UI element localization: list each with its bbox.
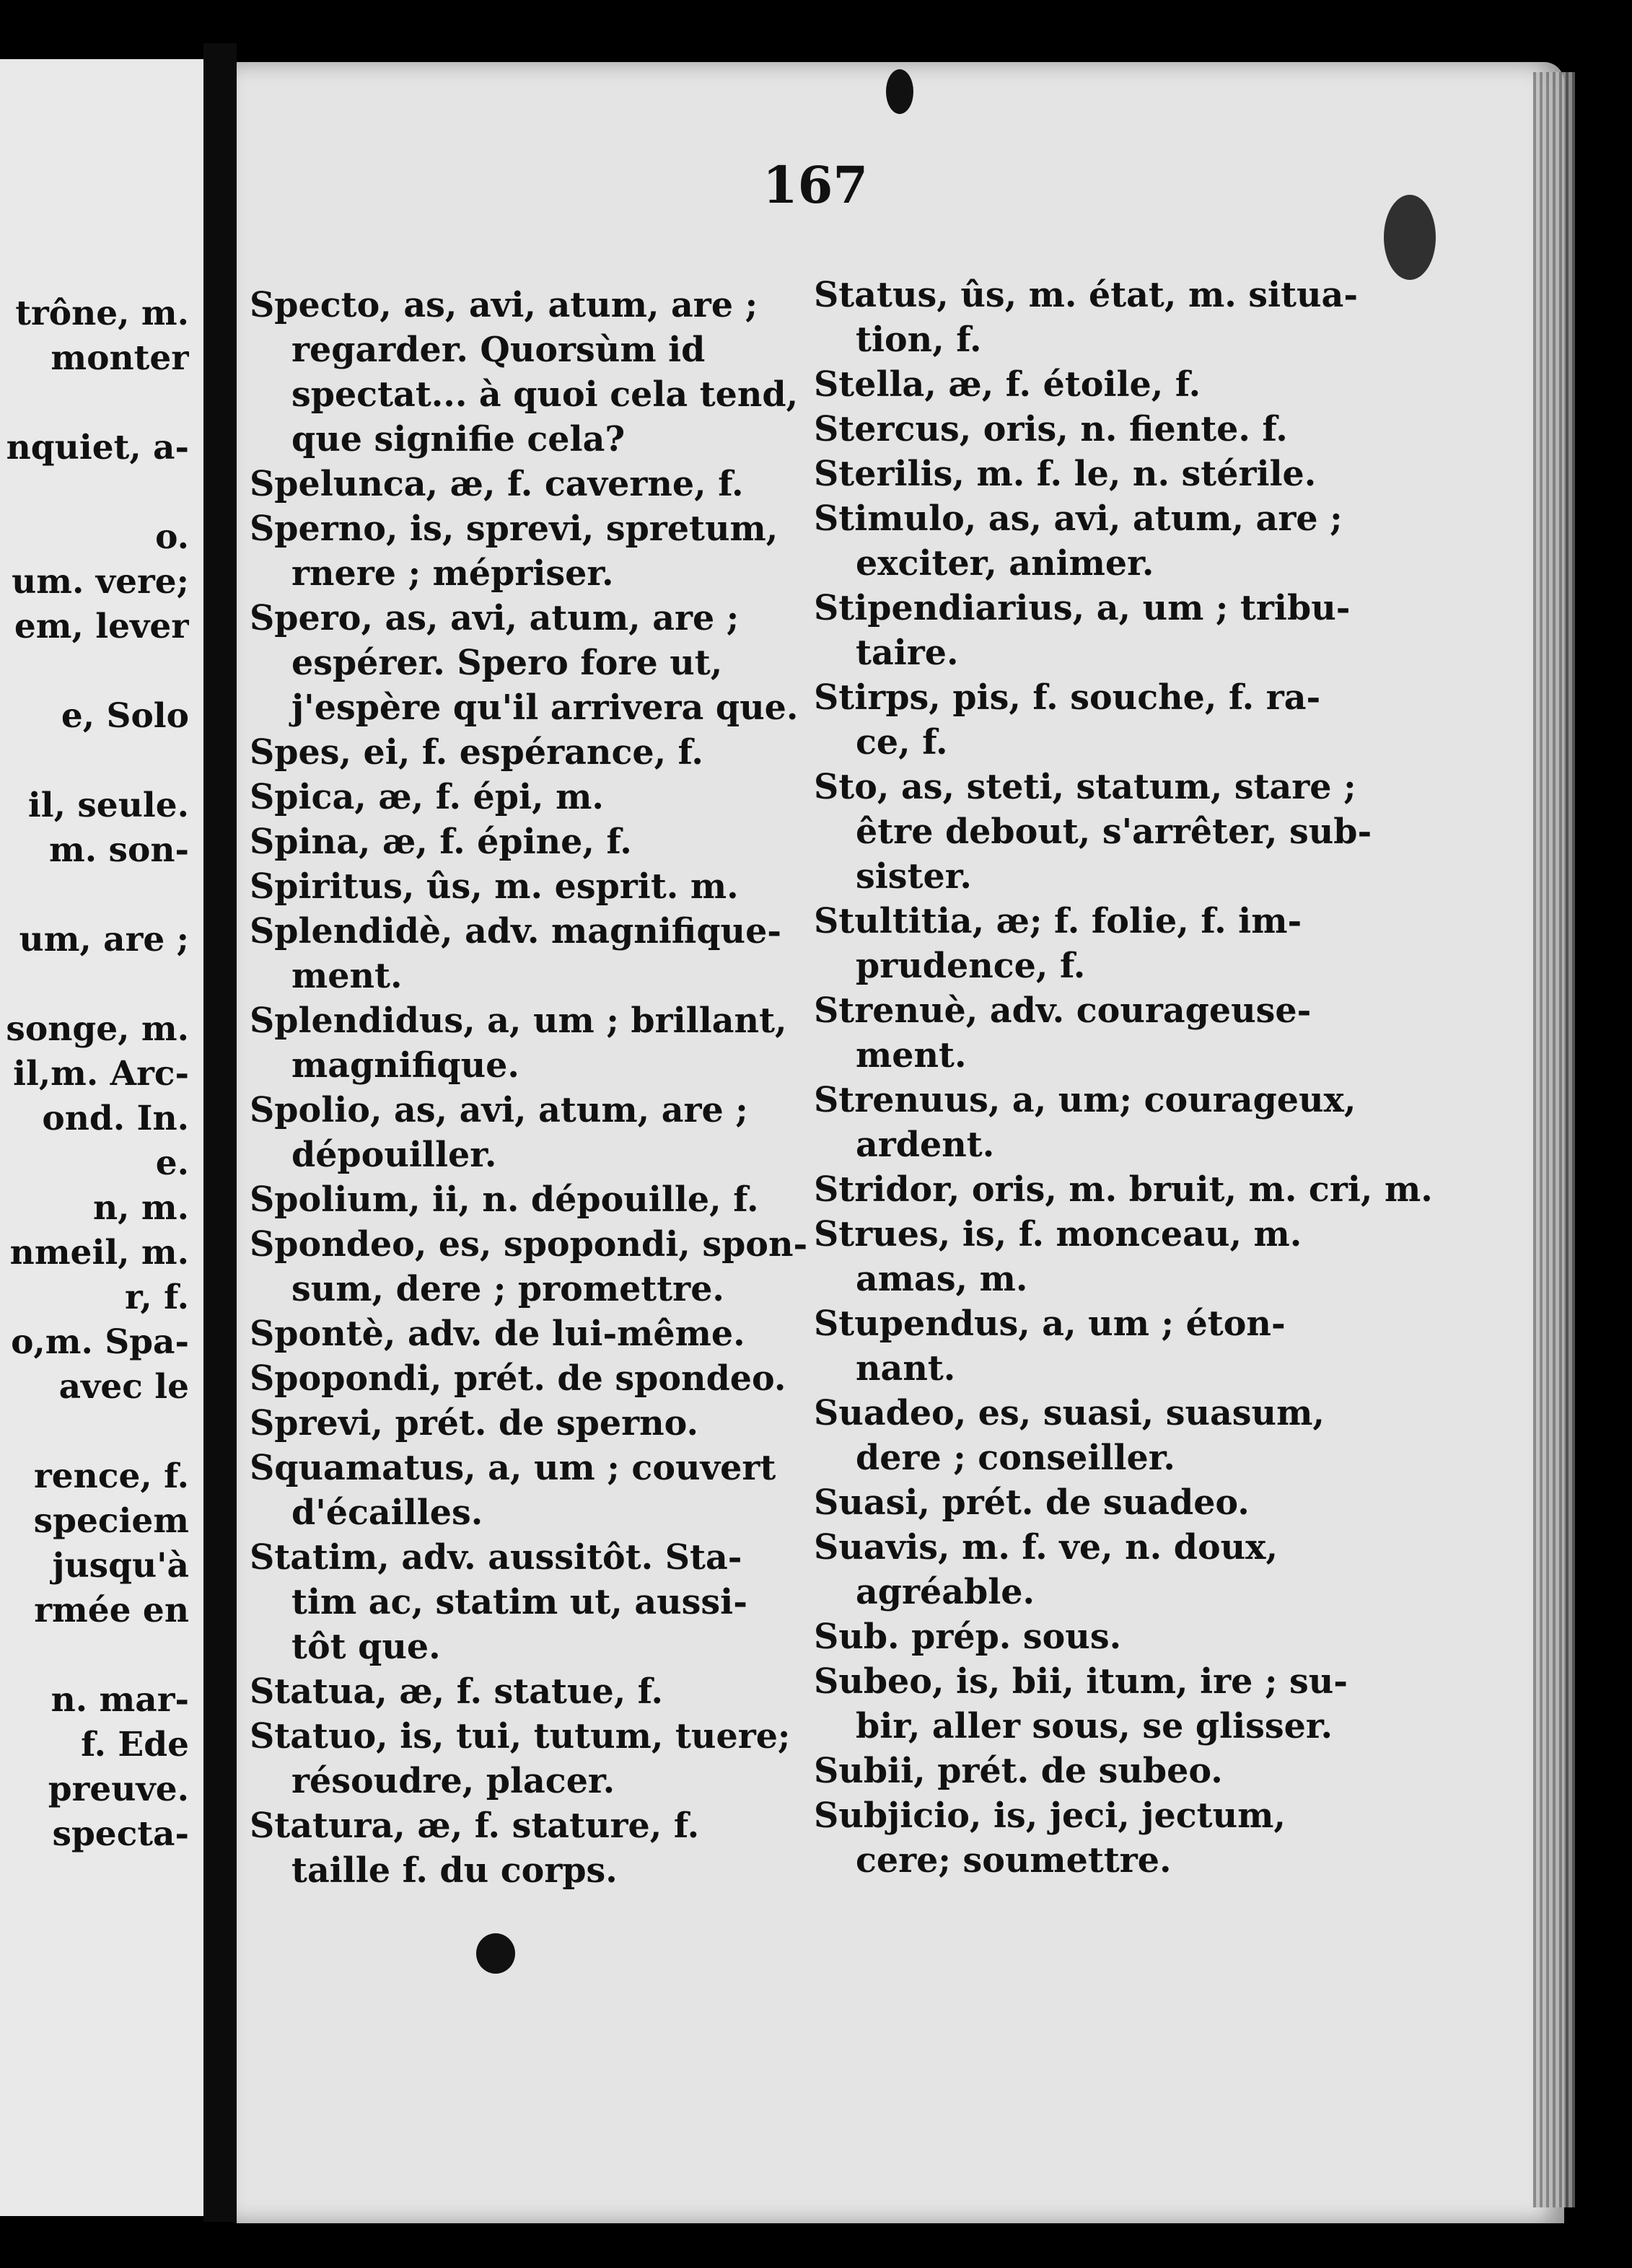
dictionary-entry-line: Statua, æ, f. statue, f. — [250, 1671, 664, 1712]
ink-blot-bottom — [476, 1933, 515, 1974]
dictionary-entry-line: Stultitia, æ; f. folie, f. im- — [814, 901, 1302, 941]
text-line: il, seule. — [27, 786, 189, 825]
dictionary-entry-line: Suavis, m. f. ve, n. doux, — [814, 1527, 1278, 1568]
dictionary-entry-line: Strenuè, adv. courageuse- — [814, 990, 1312, 1031]
text-line — [0, 873, 189, 918]
dictionary-entry-line: Sub. prép. sous. — [814, 1617, 1122, 1657]
text-line: cere; soumettre. — [856, 1840, 1172, 1881]
dictionary-entry-line: Spopondi, prét. de spondeo. — [250, 1358, 786, 1399]
text-line: magnifique. — [291, 1045, 519, 1086]
text-line: exciter, animer. — [856, 543, 1154, 584]
dictionary-entry-line: Spero, as, avi, atum, are ; — [250, 598, 740, 638]
text-line: avec le — [58, 1367, 189, 1407]
dictionary-entry-line: Strenuus, a, um; courageux, — [814, 1080, 1356, 1120]
dictionary-column-left — [250, 283, 827, 1893]
text-line: nmeil, m. — [9, 1233, 189, 1273]
text-line: f. Ede — [81, 1725, 189, 1764]
text-line: e, Solo — [61, 696, 189, 736]
dictionary-entry-line: Spolium, ii, n. dépouille, f. — [250, 1179, 759, 1220]
dictionary-entry-line: Stimulo, as, avi, atum, are ; — [814, 498, 1343, 539]
text-line: em, lever — [14, 607, 189, 646]
text-line: rmée en — [34, 1591, 189, 1630]
dictionary-entry-line: Stipendiarius, a, um ; tribu- — [814, 588, 1351, 628]
dictionary-entry-line: Stupendus, a, um ; éton- — [814, 1304, 1286, 1344]
dictionary-entry-line: Spontè, adv. de lui-même. — [250, 1314, 745, 1354]
dictionary-entry-line: Subii, prét. de subeo. — [814, 1751, 1223, 1791]
dictionary-entry-line: Splendidè, adv. magnifique- — [250, 911, 782, 951]
left-page-text-column — [0, 291, 189, 1857]
text-line — [0, 962, 189, 1007]
page-number: 167 — [762, 155, 869, 215]
text-line: d'écailles. — [291, 1493, 483, 1533]
text-line: prudence, f. — [856, 946, 1086, 986]
dictionary-entry-line: Sprevi, prét. de sperno. — [250, 1403, 699, 1443]
dictionary-entry-line: Sterilis, m. f. le, n. stérile. — [814, 454, 1317, 494]
dictionary-entry-line: Spes, ei, f. espérance, f. — [250, 732, 703, 773]
text-line: specta- — [52, 1814, 189, 1854]
text-line: spectat... à quoi cela tend, — [291, 374, 799, 415]
dictionary-entry-line: Specto, as, avi, atum, are ; — [250, 285, 758, 325]
ink-blot-corner — [1384, 195, 1436, 280]
dictionary-entry-line: Status, ûs, m. état, m. situa- — [814, 275, 1359, 315]
text-line: sum, dere ; promettre. — [291, 1269, 724, 1309]
text-line: e. — [155, 1143, 189, 1183]
text-line: dere ; conseiller. — [856, 1438, 1175, 1478]
text-line: résoudre, placer. — [291, 1761, 615, 1801]
page-edges — [1533, 72, 1575, 2207]
dictionary-entry-line: Spondeo, es, spopondi, spon- — [250, 1224, 808, 1265]
text-line: trône, m. — [15, 294, 189, 333]
dictionary-entry-line: Sperno, is, sprevi, spretum, — [250, 509, 778, 549]
dictionary-entry-line: Spica, æ, f. épi, m. — [250, 777, 604, 817]
dictionary-entry-line: Spolio, as, avi, atum, are ; — [250, 1090, 748, 1130]
text-line — [0, 470, 189, 515]
dictionary-entry-line: Squamatus, a, um ; couvert — [250, 1448, 776, 1488]
text-line: rnere ; mépriser. — [291, 553, 614, 594]
text-line: o,m. Spa- — [11, 1322, 189, 1362]
dictionary-entry-line: Statim, adv. aussitôt. Sta- — [250, 1537, 742, 1578]
text-line: ardent. — [856, 1125, 995, 1165]
text-line: que signifie cela? — [291, 419, 626, 460]
text-line: preuve. — [48, 1770, 189, 1809]
dictionary-column-right — [814, 273, 1433, 1883]
dictionary-entry-line: Suasi, prét. de suadeo. — [814, 1482, 1250, 1523]
text-line: regarder. Quorsùm id — [291, 330, 706, 370]
dictionary-entry-line: Subjicio, is, jeci, jectum, — [814, 1796, 1286, 1836]
dictionary-entry-line: Spiritus, ûs, m. esprit. m. — [250, 866, 739, 907]
text-line: agréable. — [856, 1572, 1035, 1612]
book-gutter — [203, 43, 237, 2222]
text-line: taire. — [856, 633, 959, 673]
text-line: amas, m. — [856, 1259, 1028, 1299]
text-line: nquiet, a- — [6, 428, 189, 467]
text-line: ce, f. — [856, 722, 948, 762]
dictionary-entry-line: Statura, æ, f. stature, f. — [250, 1806, 700, 1846]
text-line: ond. In. — [42, 1099, 189, 1138]
text-line: o. — [155, 517, 189, 557]
text-line: taille f. du corps. — [291, 1850, 618, 1891]
text-line — [0, 739, 189, 783]
text-line: tôt que. — [291, 1627, 441, 1667]
text-line: songe, m. — [6, 1009, 189, 1049]
dictionary-entry-line: Spina, æ, f. épine, f. — [250, 822, 632, 862]
dictionary-entry-line: Spelunca, æ, f. caverne, f. — [250, 464, 744, 504]
text-line: ment. — [291, 956, 403, 996]
text-line: um, are ; — [19, 920, 189, 959]
dictionary-entry-line: Stridor, oris, m. bruit, m. cri, m. — [814, 1169, 1433, 1210]
dictionary-entry-line: Stirps, pis, f. souche, f. ra- — [814, 677, 1321, 718]
text-line: être debout, s'arrêter, sub- — [856, 812, 1372, 852]
text-line: sister. — [856, 856, 972, 897]
text-line: tim ac, statim ut, aussi- — [291, 1582, 747, 1622]
dictionary-entry-line: Stercus, oris, n. fiente. f. — [814, 409, 1288, 449]
text-line: tion, f. — [856, 320, 982, 360]
text-line: jusqu'à — [52, 1546, 189, 1586]
text-line: n. mar- — [51, 1680, 189, 1720]
text-line: nant. — [856, 1348, 956, 1389]
text-line: r, f. — [125, 1278, 189, 1317]
text-line: m. son- — [49, 830, 189, 870]
dictionary-entry-line: Sto, as, steti, statum, stare ; — [814, 767, 1356, 807]
text-line: bir, aller sous, se glisser. — [856, 1706, 1333, 1746]
text-line — [0, 1410, 189, 1454]
text-line: j'espère qu'il arrivera que. — [291, 687, 799, 728]
text-line: monter — [51, 338, 189, 378]
text-line: espérer. Spero fore ut, — [291, 643, 723, 683]
text-line: n, m. — [93, 1188, 189, 1228]
dictionary-entry-line: Suadeo, es, suasi, suasum, — [814, 1393, 1325, 1433]
text-line — [0, 1633, 189, 1678]
text-line: il,m. Arc- — [13, 1054, 189, 1094]
dictionary-entry-line: Strues, is, f. monceau, m. — [814, 1214, 1302, 1254]
text-line: dépouiller. — [291, 1135, 497, 1175]
text-line: speciem — [33, 1501, 189, 1541]
dictionary-entry-line: Stella, æ, f. étoile, f. — [814, 364, 1201, 405]
ink-blot-top — [886, 69, 913, 114]
text-line: ment. — [856, 1035, 967, 1076]
text-line — [0, 381, 189, 426]
text-line: rence, f. — [34, 1456, 189, 1496]
dictionary-entry-line: Splendidus, a, um ; brillant, — [250, 1001, 787, 1041]
text-line: um. vere; — [12, 562, 189, 602]
text-line — [0, 649, 189, 694]
dictionary-entry-line: Statuo, is, tui, tutum, tuere; — [250, 1716, 791, 1757]
dictionary-entry-line: Subeo, is, bii, itum, ire ; su- — [814, 1661, 1348, 1702]
